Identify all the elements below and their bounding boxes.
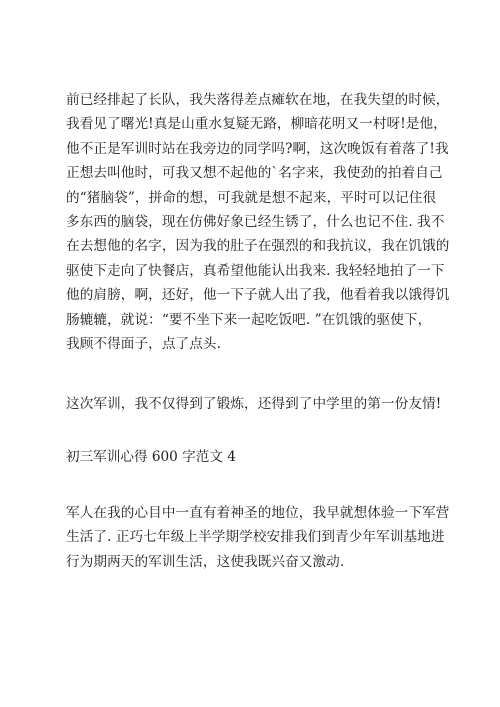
paragraph-intro [66,501,450,574]
text-line: 他的肩膀，啊，还好，他一下子就人出了我，他看着我以饿得饥 [66,287,450,304]
text-line: 前已经排起了长队，我失落得差点瘫软在地，在我失望的时候， [66,92,450,108]
paragraph-spacer [66,417,442,445]
text-line: 这次军训，我不仅得到了锻炼，还得到了中学里的第一份友情! [66,396,442,413]
text-line: 军人在我的心目中一直有着神圣的地位，我早就想体验一下军营 [66,504,450,521]
text-line: 他不正是军训时站在我旁边的同学吗?啊，这次晚饭有着落了!我 [66,140,449,157]
text-line: 我顾不得面子，点了点头. [66,336,222,353]
paragraph-summary [66,392,442,416]
text-line: 的“猪脑袋”，拼命的想，可我就是想不起来，平时可以记住很 [66,189,437,206]
section-heading [66,445,442,469]
paragraph-spacer [66,469,442,501]
text-line: 在去想他的名字，因为我的肚子在强烈的和我抗议，我在饥饿的 [66,238,450,255]
text-line: 驱使下走向了快餐店，真希望他能认出我来. 我轻轻地拍了一下 [66,262,445,279]
text-line: 行为期两天的军训生活，这使我既兴奋又激动. [66,553,345,570]
paragraph-story [66,88,450,356]
paragraph-spacer [66,356,442,392]
document-body [66,88,450,574]
text-line: 肠辘辘，就说：“要不坐下来一起吃饭吧. ”在饥饿的驱使下， [66,311,432,328]
text-line: 多东西的脑袋，现在仿佛好象已经生锈了，什么也记不住. 我不 [66,214,445,231]
text-line: 正想去叫他时，可我又想不起他的`名字来，我使劲的拍着自己 [66,165,443,182]
heading-text: 初三军训心得 600 字范文 4 [66,448,236,465]
text-line: 我看见了曙光!真是山重水复疑无路，柳暗花明又一村呀!是他， [66,116,447,133]
text-line: 生活了. 正巧七年级上半学期学校安排我们到青少年军训基地进 [66,529,445,546]
